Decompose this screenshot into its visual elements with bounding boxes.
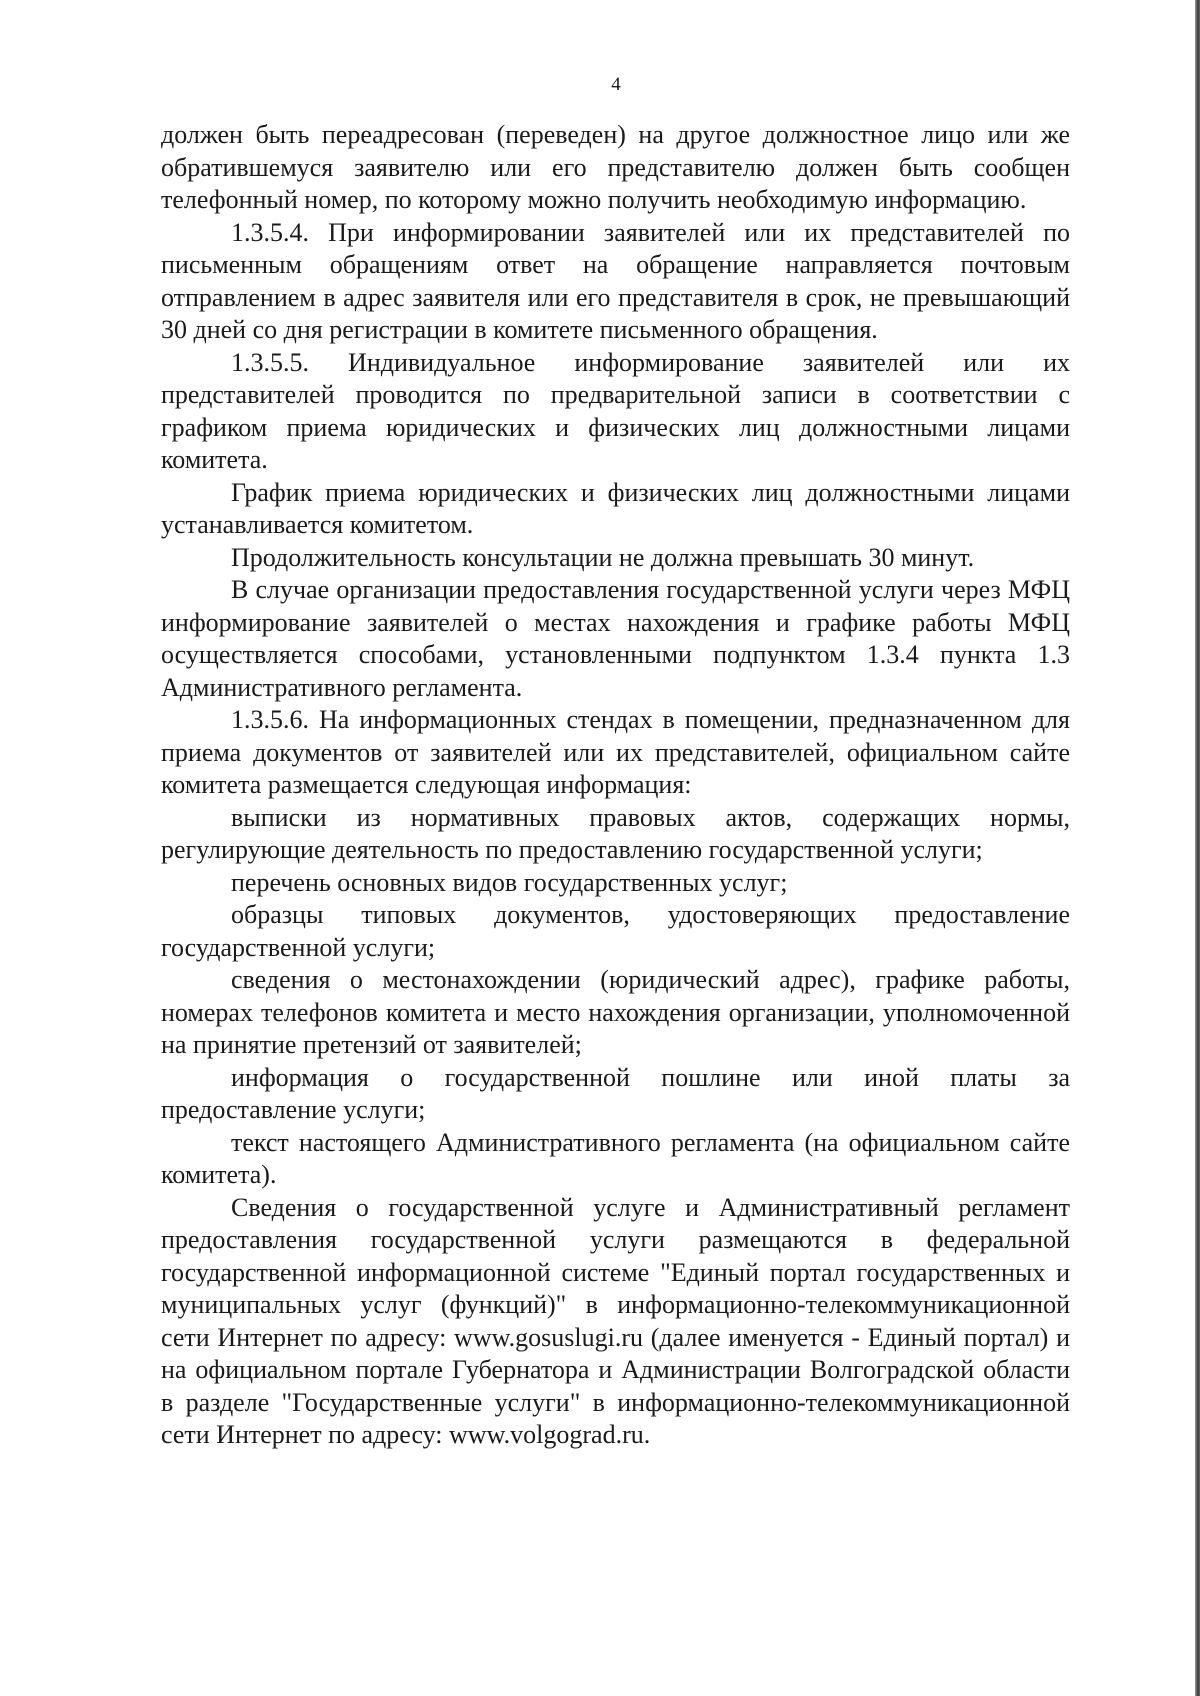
list-item-extracts: выписки из нормативных правовых актов, содержащих нормы, регулирующие деятельность по предоставлению государственной услуги;	[161, 802, 1070, 864]
scan-edge	[1195, 0, 1200, 1696]
paragraph-1-3-5-4: 1.3.5.4. При информировании заявителей или их представителей по письменным обращениям ответ на обращение направляется почтовым отправлением в адрес заявителя или его представителя в срок, не превышающий 30 дней со дня регистрации в комитете письменного обращения.	[161, 217, 1070, 344]
paragraph-continuation: должен быть переадресован (переведен) на другое должностное лицо или же обратившемуся заявителю или его представителю должен быть сообщен телефонный номер, по которому можно получить необходимую информацию.	[161, 120, 1070, 214]
list-item-services-list: перечень основных видов государственных услуг;	[231, 867, 788, 897]
page-number: 4	[611, 74, 621, 95]
list-item-document-samples: образцы типовых документов, удостоверяющих предоставление государственной услуги;	[161, 900, 1070, 962]
paragraph-1-3-5-5: 1.3.5.5. Индивидуальное информирование заявителей или их представителей проводится по предварительной записи в соответствии с графиком приема юридических и физических лиц должностными лицами комитета.	[161, 347, 1070, 474]
paragraph-reception-schedule: График приема юридических и физических лиц должностными лицами устанавливается комитетом.	[161, 477, 1070, 539]
document-body	[161, 119, 1070, 1452]
paragraph-1-3-5-6: 1.3.5.6. На информационных стендах в помещении, предназначенном для приема документов от заявителей или их представителей, официальном сайте комитета размещается следующая информация:	[161, 705, 1070, 799]
list-item-location-info: сведения о местонахождении (юридический адрес), графике работы, номерах телефонов комитета и место нахождения организации, уполномоченной на принятие претензий от заявителей;	[161, 965, 1070, 1059]
paragraph-consultation-duration: Продолжительность консультации не должна превышать 30 минут.	[231, 542, 975, 572]
paragraph-mfc: В случае организации предоставления государственной услуги через МФЦ информирование заявителей о местах нахождения и графике работы МФЦ осуществляется способами, установленными подпунктом 1.3.4 пункта 1.3 Административного регламента.	[161, 575, 1070, 702]
list-item-state-duty: информация о государственной пошлине или иной платы за предоставление услуги;	[161, 1062, 1070, 1124]
paragraph-portal-info: Сведения о государственной услуге и Административный регламент предоставления государственной услуги размещаются в федеральной государственной информационной системе "Единый портал государственных и муниципальных услуг (функций)" в информационно-телекоммуникационной сети Интернет по адресу: www.gosuslugi.ru (далее именуется - Единый портал) и на официальном портале Губернатора и Администрации Волгоградской области в разделе "Государственные услуги" в информационно-телекоммуникационной сети Интернет по адресу: www.volgograd.ru.	[161, 1192, 1070, 1449]
list-item-regulation-text: текст настоящего Административного регламента (на официальном сайте комитета).	[161, 1127, 1070, 1189]
